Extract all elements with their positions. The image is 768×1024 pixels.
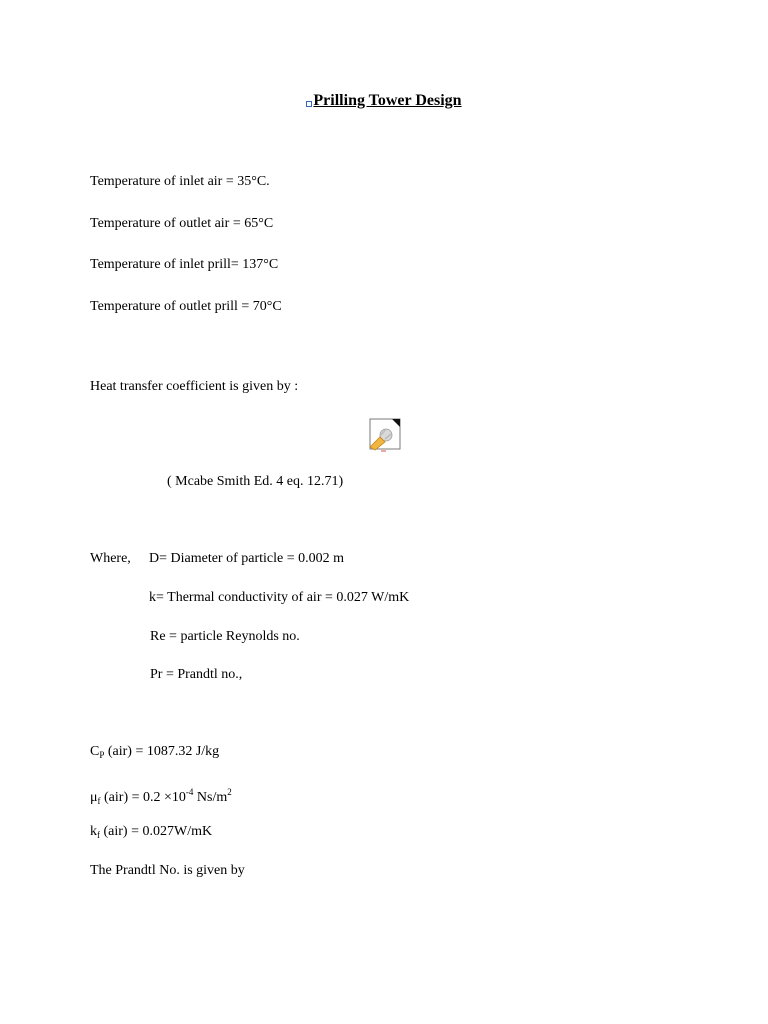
kf-value: (air) = 0.027W/mK <box>100 824 213 839</box>
cp-subscript: P <box>99 750 105 760</box>
property-viscosity <box>90 783 232 810</box>
temperature-inlet-air: Temperature of inlet air = 35°C. <box>90 174 270 189</box>
mu-symbol: μ <box>90 790 98 805</box>
cp-symbol: C <box>90 744 100 759</box>
plugin-placeholder-svg <box>366 417 402 453</box>
prandtl-intro: The Prandtl No. is given by <box>90 863 245 878</box>
mu-subscript: f <box>97 796 101 806</box>
definition-prandtl: Pr = Prandtl no., <box>150 667 243 682</box>
equation-reference: ( Mcabe Smith Ed. 4 eq. 12.71) <box>167 474 344 489</box>
kf-symbol: k <box>90 824 97 839</box>
page-title <box>0 91 768 111</box>
definition-reynolds: Re = particle Reynolds no. <box>150 629 300 644</box>
temperature-inlet-prill: Temperature of inlet prill= 137°C <box>90 257 279 272</box>
definition-conductivity: k= Thermal conductivity of air = 0.027 W/mK <box>149 590 410 605</box>
property-cp <box>90 743 219 764</box>
mu-exponent: -4 <box>185 787 194 797</box>
temperature-outlet-prill: Temperature of outlet prill = 70°C <box>90 299 282 314</box>
mu-value: (air) = 0.2 ×10 <box>100 790 186 805</box>
property-kf <box>90 823 212 844</box>
heat-transfer-intro: Heat transfer coefficient is given by : <box>90 379 299 394</box>
temperature-outlet-air: Temperature of outlet air = 65°C <box>90 216 274 231</box>
mu-unit-exponent: 2 <box>227 787 232 797</box>
definition-diameter: D= Diameter of particle = 0.002 m <box>149 551 345 566</box>
cp-value: (air) = 1087.32 J/kg <box>104 744 220 759</box>
anchor-marker-icon <box>306 101 312 107</box>
plugin-placeholder-icon[interactable] <box>366 417 402 453</box>
kf-subscript: f <box>97 830 100 840</box>
mu-unit: Ns/m <box>193 790 228 805</box>
where-label: Where, <box>90 551 131 566</box>
page-title-text: Prilling Tower Design <box>313 92 462 109</box>
